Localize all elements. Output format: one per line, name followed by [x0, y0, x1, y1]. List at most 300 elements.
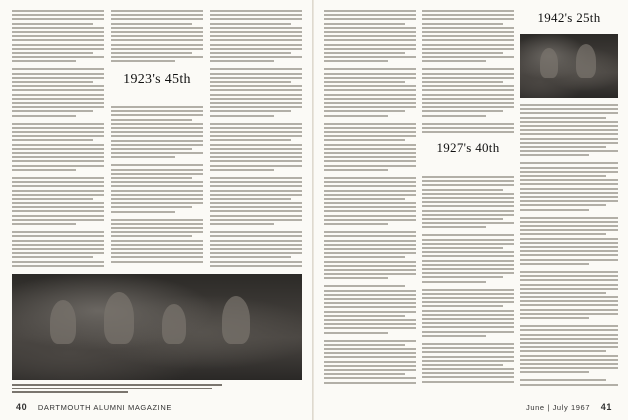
- text-line: [520, 204, 606, 206]
- text-line: [210, 31, 302, 33]
- text-line: [324, 273, 416, 275]
- text-line: [520, 263, 589, 265]
- text-line: [324, 85, 416, 87]
- text-line: [12, 156, 104, 158]
- text-line: [111, 39, 203, 41]
- right-col-2-top: [422, 10, 514, 138]
- text-line: [111, 248, 203, 250]
- text-line: [210, 106, 302, 108]
- text-line: [111, 110, 203, 112]
- text-line: [520, 154, 589, 156]
- text-line: [520, 104, 618, 106]
- text-line: [12, 210, 104, 212]
- text-line: [422, 322, 514, 324]
- text-line: [324, 231, 416, 233]
- text-line: [324, 344, 405, 346]
- text-line: [324, 131, 416, 133]
- text-line: [12, 131, 104, 133]
- text-line: [520, 138, 618, 140]
- right-page-number: 41: [600, 402, 612, 412]
- text-line: [210, 89, 302, 91]
- text-line: [324, 306, 416, 308]
- text-line: [520, 325, 618, 327]
- text-line: [422, 243, 514, 245]
- text-line: [12, 215, 104, 217]
- text-line: [520, 112, 618, 114]
- text-line: [324, 377, 416, 379]
- left-folio: [12, 402, 176, 412]
- text-line: [12, 265, 104, 267]
- section-heading-1923: 1923's 45th: [123, 72, 191, 87]
- text-line: [520, 142, 618, 144]
- text-line: [422, 31, 514, 33]
- text-line: [324, 315, 405, 317]
- text-line: [12, 235, 104, 237]
- text-line: [324, 148, 416, 150]
- text-line: [111, 152, 203, 154]
- text-line: [324, 219, 416, 221]
- text-line: [210, 160, 302, 162]
- text-line: [12, 27, 104, 29]
- text-line: [324, 244, 416, 246]
- text-line: [520, 117, 606, 119]
- text-line: [324, 382, 416, 384]
- text-line: [111, 18, 203, 20]
- text-line: [111, 44, 203, 46]
- right-col-3: [520, 104, 618, 390]
- text-line: [111, 169, 203, 171]
- text-line: [422, 255, 514, 257]
- text-line: [210, 44, 302, 46]
- text-line: [422, 115, 486, 117]
- text-line: [324, 77, 416, 79]
- text-line: [324, 285, 405, 287]
- text-line: [324, 194, 416, 196]
- text-line: [210, 110, 291, 112]
- text-line: [12, 139, 93, 141]
- text-line: [324, 115, 388, 117]
- text-line: [12, 81, 93, 83]
- text-line: [111, 14, 203, 16]
- text-line: [12, 231, 104, 233]
- text-line: [422, 123, 514, 125]
- text-line: [324, 256, 405, 258]
- left-col-3: [210, 10, 302, 268]
- text-line: [324, 210, 416, 212]
- text-line: [422, 281, 486, 283]
- text-line: [12, 39, 104, 41]
- text-line: [422, 189, 503, 191]
- text-line: [12, 77, 104, 79]
- text-line: [210, 10, 302, 12]
- text-line: [324, 35, 416, 37]
- text-line: [210, 256, 291, 258]
- text-line: [111, 56, 203, 58]
- text-line: [520, 108, 618, 110]
- text-line: [324, 319, 416, 321]
- text-line: [111, 261, 203, 263]
- text-line: [520, 367, 618, 369]
- text-line: [12, 56, 104, 58]
- text-line: [210, 202, 302, 204]
- text-line: [520, 284, 618, 286]
- text-line: [111, 119, 192, 121]
- text-line: [111, 190, 203, 192]
- text-line: [324, 127, 416, 129]
- text-line: [12, 240, 104, 242]
- text-line: [324, 269, 416, 271]
- text-line: [520, 229, 618, 231]
- left-col-1: [12, 10, 104, 268]
- text-line: [324, 23, 405, 25]
- text-line: [111, 135, 203, 137]
- text-line: [111, 181, 203, 183]
- text-line: [324, 235, 416, 237]
- right-page: [314, 0, 628, 420]
- text-line: [422, 98, 514, 100]
- text-line: [210, 248, 302, 250]
- text-line: [210, 215, 302, 217]
- text-line: [422, 305, 503, 307]
- text-line: [422, 356, 514, 358]
- text-line: [12, 89, 104, 91]
- text-line: [210, 206, 302, 208]
- text-line: [111, 219, 203, 221]
- text-line: [12, 177, 104, 179]
- text-line: [422, 331, 514, 333]
- text-line: [324, 261, 416, 263]
- right-col-1: [324, 10, 416, 390]
- text-line: [324, 311, 416, 313]
- text-line: [520, 279, 618, 281]
- text-line: [12, 35, 104, 37]
- text-line: [422, 276, 503, 278]
- text-line: [324, 48, 416, 50]
- text-line: [210, 152, 302, 154]
- text-line: [210, 68, 302, 70]
- text-line: [520, 200, 618, 202]
- text-line: [422, 201, 514, 203]
- text-line: [12, 144, 104, 146]
- text-line: [422, 239, 514, 241]
- text-line: [12, 68, 104, 70]
- text-line: [422, 289, 514, 291]
- text-line: [210, 73, 302, 75]
- text-line: [422, 77, 514, 79]
- text-line: [520, 271, 618, 273]
- text-line: [422, 35, 514, 37]
- text-line: [422, 364, 503, 366]
- text-line: [324, 102, 416, 104]
- text-line: [520, 150, 618, 152]
- text-line: [210, 156, 302, 158]
- text-line: [111, 60, 175, 62]
- text-line: [210, 23, 291, 25]
- text-line: [210, 102, 302, 104]
- text-line: [422, 73, 514, 75]
- text-line: [520, 246, 618, 248]
- text-line: [210, 27, 302, 29]
- text-line: [210, 131, 302, 133]
- text-line: [12, 98, 104, 100]
- text-line: [422, 335, 486, 337]
- text-line: [520, 384, 618, 386]
- text-line: [12, 23, 93, 25]
- text-line: [520, 300, 618, 302]
- text-line: [324, 94, 416, 96]
- text-line: [324, 240, 416, 242]
- text-line: [422, 18, 514, 20]
- text-line: [210, 235, 302, 237]
- text-line: [111, 144, 203, 146]
- text-line: [520, 175, 606, 177]
- text-line: [422, 81, 503, 83]
- text-line: [422, 310, 514, 312]
- text-line: [12, 123, 104, 125]
- text-line: [111, 156, 175, 158]
- text-line: [12, 165, 104, 167]
- text-line: [111, 231, 203, 233]
- text-line: [520, 162, 618, 164]
- text-line: [210, 35, 302, 37]
- text-line: [422, 27, 514, 29]
- text-line: [520, 192, 618, 194]
- text-line: [422, 268, 514, 270]
- text-line: [324, 206, 416, 208]
- text-line: [111, 148, 192, 150]
- text-line: [422, 318, 514, 320]
- text-line: [210, 190, 302, 192]
- text-line: [12, 198, 93, 200]
- text-line: [422, 314, 514, 316]
- text-line: [422, 10, 514, 12]
- text-line: [520, 338, 618, 340]
- text-line: [111, 114, 203, 116]
- text-line: [520, 346, 618, 348]
- text-line: [111, 52, 192, 54]
- text-line: [111, 48, 203, 50]
- text-line: [111, 173, 203, 175]
- text-line: [111, 164, 203, 166]
- text-line: [210, 185, 302, 187]
- text-line: [111, 27, 203, 29]
- text-line: [324, 27, 416, 29]
- text-line: [12, 160, 104, 162]
- text-line: [210, 14, 302, 16]
- 1942-photo: [520, 34, 618, 98]
- text-line: [520, 309, 618, 311]
- text-line: [422, 102, 514, 104]
- text-line: [520, 250, 618, 252]
- text-line: [422, 131, 514, 133]
- text-line: [111, 10, 203, 12]
- text-line: [12, 44, 104, 46]
- text-line: [520, 129, 618, 131]
- text-line: [12, 31, 104, 33]
- text-line: [12, 18, 104, 20]
- text-line: [422, 326, 514, 328]
- text-line: [111, 240, 203, 242]
- text-line: [422, 301, 514, 303]
- text-line: [520, 350, 606, 352]
- text-line: [12, 127, 104, 129]
- text-line: [422, 247, 503, 249]
- text-line: [111, 185, 203, 187]
- text-line: [520, 125, 618, 127]
- text-line: [210, 169, 274, 171]
- text-line: [422, 376, 514, 378]
- text-line: [324, 31, 416, 33]
- text-line: [210, 48, 302, 50]
- text-line: [324, 68, 416, 70]
- text-line: [210, 115, 274, 117]
- text-line: [422, 85, 514, 87]
- text-line: [12, 52, 93, 54]
- text-line: [520, 183, 618, 185]
- text-line: [111, 235, 192, 237]
- text-line: [210, 252, 302, 254]
- text-line: [324, 73, 416, 75]
- text-line: [422, 180, 514, 182]
- text-line: [324, 14, 416, 16]
- text-line: [422, 214, 514, 216]
- text-line: [210, 231, 302, 233]
- text-line: [111, 198, 203, 200]
- text-line: [520, 238, 618, 240]
- text-line: [324, 215, 416, 217]
- text-line: [422, 234, 514, 236]
- text-line: [12, 261, 104, 263]
- text-line: [12, 223, 76, 225]
- text-line: [12, 48, 104, 50]
- text-line: [422, 293, 514, 295]
- text-line: [324, 369, 416, 371]
- text-line: [520, 342, 618, 344]
- text-line: [422, 39, 514, 41]
- text-line: [422, 193, 514, 195]
- text-line: [324, 302, 416, 304]
- reunion-photo: [12, 274, 302, 380]
- text-line: [210, 98, 302, 100]
- text-line: [324, 185, 416, 187]
- text-line: [111, 127, 203, 129]
- text-line: [210, 18, 302, 20]
- text-line: [520, 179, 618, 181]
- text-line: [210, 265, 302, 267]
- text-line: [422, 210, 514, 212]
- text-line: [111, 252, 203, 254]
- text-line: [210, 240, 302, 242]
- text-line: [324, 198, 405, 200]
- text-line: [210, 127, 302, 129]
- text-line: [422, 347, 514, 349]
- text-line: [520, 121, 618, 123]
- text-line: [324, 248, 416, 250]
- text-line: [324, 39, 416, 41]
- text-line: [324, 298, 416, 300]
- text-line: [520, 329, 618, 331]
- text-line: [520, 288, 618, 290]
- text-line: [324, 356, 416, 358]
- text-line: [12, 202, 104, 204]
- text-line: [324, 361, 416, 363]
- right-col-2-body: [422, 176, 514, 390]
- text-line: [520, 379, 606, 381]
- text-line: [422, 381, 514, 383]
- text-line: [520, 188, 618, 190]
- text-line: [324, 18, 416, 20]
- text-line: [111, 244, 203, 246]
- text-line: [520, 359, 618, 361]
- text-line: [324, 144, 416, 146]
- text-line: [324, 156, 416, 158]
- text-line: [520, 209, 589, 211]
- text-line: [324, 98, 416, 100]
- text-line: [324, 81, 405, 83]
- text-line: [324, 327, 416, 329]
- text-line: [520, 292, 606, 294]
- text-line: [422, 218, 503, 220]
- text-line: [210, 52, 291, 54]
- text-line: [12, 148, 104, 150]
- text-line: [324, 332, 388, 334]
- text-line: [111, 31, 203, 33]
- text-line: [324, 135, 416, 137]
- text-line: [111, 106, 203, 108]
- text-line: [210, 81, 291, 83]
- text-line: [210, 181, 302, 183]
- text-line: [422, 68, 514, 70]
- text-line: [520, 304, 618, 306]
- text-line: [111, 256, 203, 258]
- text-line: [422, 176, 514, 178]
- text-line: [422, 297, 514, 299]
- right-folio: [522, 402, 616, 412]
- text-line: [520, 146, 606, 148]
- text-line: [422, 372, 514, 374]
- text-line: [520, 259, 618, 261]
- text-line: [111, 23, 192, 25]
- left-col-2-body: [111, 106, 203, 268]
- text-line: [520, 275, 618, 277]
- text-line: [422, 60, 486, 62]
- text-line: [422, 197, 514, 199]
- text-line: [12, 248, 104, 250]
- text-line: [422, 343, 514, 345]
- text-line: [12, 219, 104, 221]
- left-page-number: 40: [16, 402, 28, 412]
- text-line: [324, 177, 416, 179]
- text-line: [210, 139, 291, 141]
- text-line: [422, 260, 514, 262]
- text-line: [422, 127, 514, 129]
- text-line: [520, 334, 618, 336]
- text-line: [324, 123, 416, 125]
- text-line: [422, 368, 514, 370]
- text-line: [324, 56, 416, 58]
- text-line: [324, 202, 416, 204]
- text-line: [422, 110, 503, 112]
- text-line: [520, 371, 589, 373]
- text-line: [520, 196, 618, 198]
- text-line: [422, 272, 514, 274]
- text-line: [111, 202, 203, 204]
- text-line: [111, 223, 203, 225]
- text-line: [12, 185, 104, 187]
- text-line: [12, 106, 104, 108]
- text-line: [12, 190, 104, 192]
- text-line: [520, 242, 618, 244]
